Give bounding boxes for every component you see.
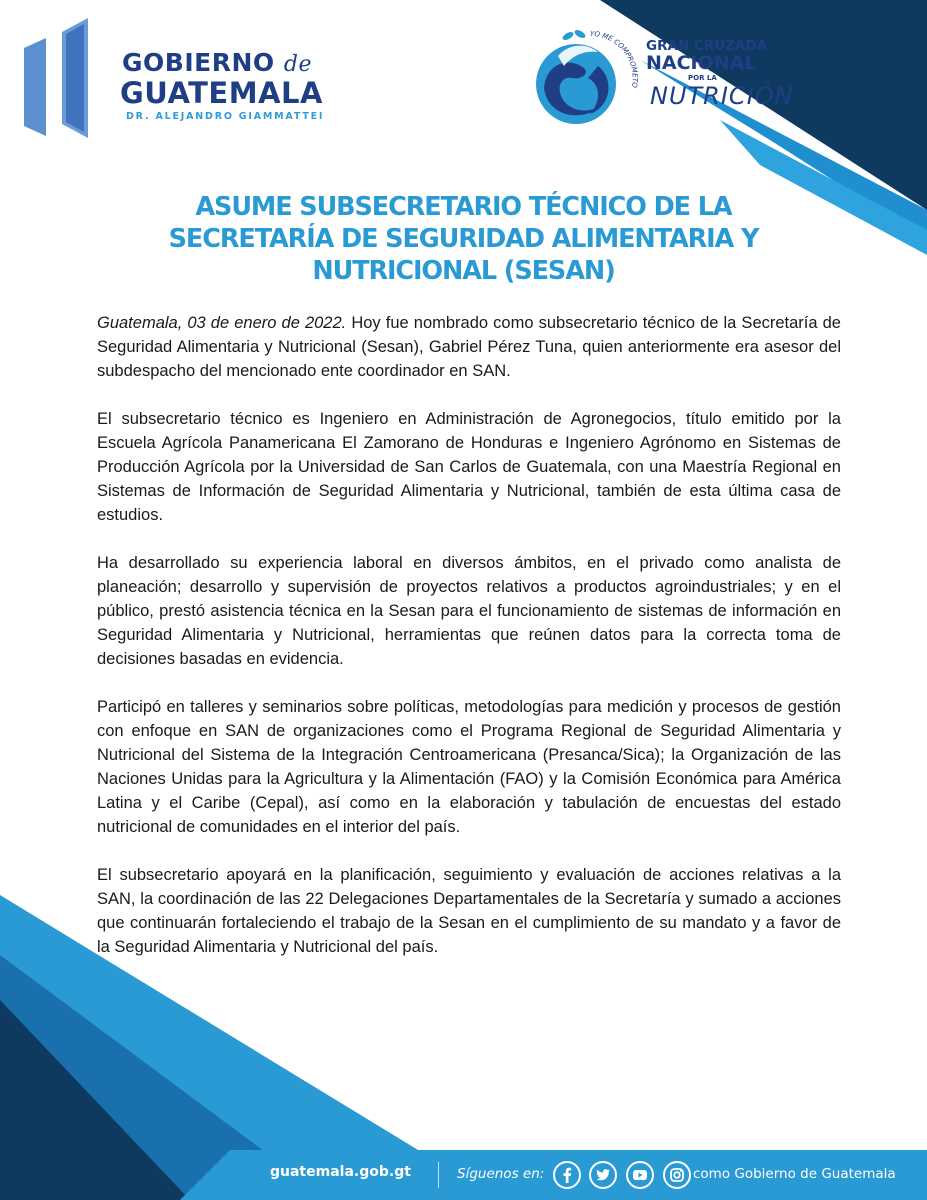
paragraph-5: El subsecretario apoyará en la planificación, seguimiento y evaluación de acciones relativas a la SAN, la coordinación de las 22 Delegaciones Departamentales de la Secretaría y sumado a acciones que continuarán fortaleciendo el trabajo de la Sesan en el cumplimiento de su mandato y a favor de la Seguridad Alimentaria y Nutricional del país. (97, 866, 841, 956)
article-title (100, 191, 827, 287)
government-logo-line1: GOBIERNO de (122, 48, 312, 77)
facebook-icon[interactable] (552, 1160, 582, 1190)
instagram-icon[interactable] (662, 1160, 692, 1190)
campaign-logo-line1: GRAN CRUZADA (646, 38, 768, 54)
campaign-logo-line4: NUTRICIÓN (650, 82, 794, 110)
follow-label: Síguenos en: (457, 1166, 545, 1182)
title-line: SECRETARÍA DE SEGURIDAD ALIMENTARIA Y (168, 224, 759, 254)
twitter-icon[interactable] (588, 1160, 618, 1190)
paragraph-3: Ha desarrollado su experiencia laboral en diversos ámbitos, en el privado como analista de planeación; desarrollo y supervisión de proyectos relativos a productos agroindustriales; y en el público, prestó asistencia técnica en la Sesan para el funcionamiento de sistemas de información en Seguridad Alimentaria y Nutricional, herramientas que reúnen datos para la correcta toma de decisiones basadas en evidencia. (97, 554, 841, 668)
paragraph-4: Participó en talleres y seminarios sobre políticas, metodologías para medición y procesos de gestión con enfoque en SAN de organizaciones como el Programa Regional de Seguridad Alimentaria y Nutricional del Sistema de la Integración Centroamericana (Presanca/Sica); la Organización de las Naciones Unidas para la Agricultura y la Alimentación (FAO) y la Comisión Económica para América Latina y el Caribe (Cepal), así como en la elaboración y tabulación de encuestas del estado nutricional de comunidades en el interior del país. (97, 698, 841, 836)
social-handle: como Gobierno de Guatemala (693, 1166, 896, 1182)
campaign-logo (528, 26, 794, 126)
youtube-icon[interactable] (625, 1160, 655, 1190)
campaign-logo-line2: NACIONAL (646, 52, 757, 74)
campaign-arc-text: YO ME COMPROMETO (589, 29, 639, 89)
article-body (97, 311, 841, 983)
title-line: NUTRICIONAL (SESAN) (312, 256, 615, 286)
paragraph-2: El subsecretario técnico es Ingeniero en Administración de Agronegocios, título emitido por la Escuela Agrícola Panamericana El Zamorano de Honduras e Ingeniero Agrónomo en Sistemas de Producción Agrícola por la Universidad de San Carlos de Guatemala, con una Maestría Regional en Sistemas de Información de Seguridad Alimentaria y Nutricional, también de esta última casa de estudios. (97, 410, 841, 524)
website-link[interactable]: guatemala.gob.gt (270, 1164, 411, 1180)
paragraph-1-text: Hoy fue nombrado como subsecretario técnico de la Secretaría de Seguridad Alimentaria y Nutricional (Sesan), Gabriel Pérez Tuna, quien anteriormente era asesor del subdespacho del mencionado ente coordinador en SAN. (97, 314, 841, 380)
hands-heart-icon (528, 26, 640, 126)
footer-divider (438, 1162, 439, 1188)
dateline: Guatemala, 03 de enero de 2022. (97, 314, 347, 332)
title-line: ASUME SUBSECRETARIO TÉCNICO DE LA (195, 192, 732, 222)
paragraph-1 (97, 311, 841, 383)
government-logo-line3: DR. ALEJANDRO GIAMMATTEI (126, 111, 325, 122)
government-logo-line2: GUATEMALA (120, 76, 323, 110)
campaign-logo-line3: POR LA (688, 74, 717, 82)
government-logo (20, 18, 325, 138)
government-bars-icon (20, 18, 120, 138)
